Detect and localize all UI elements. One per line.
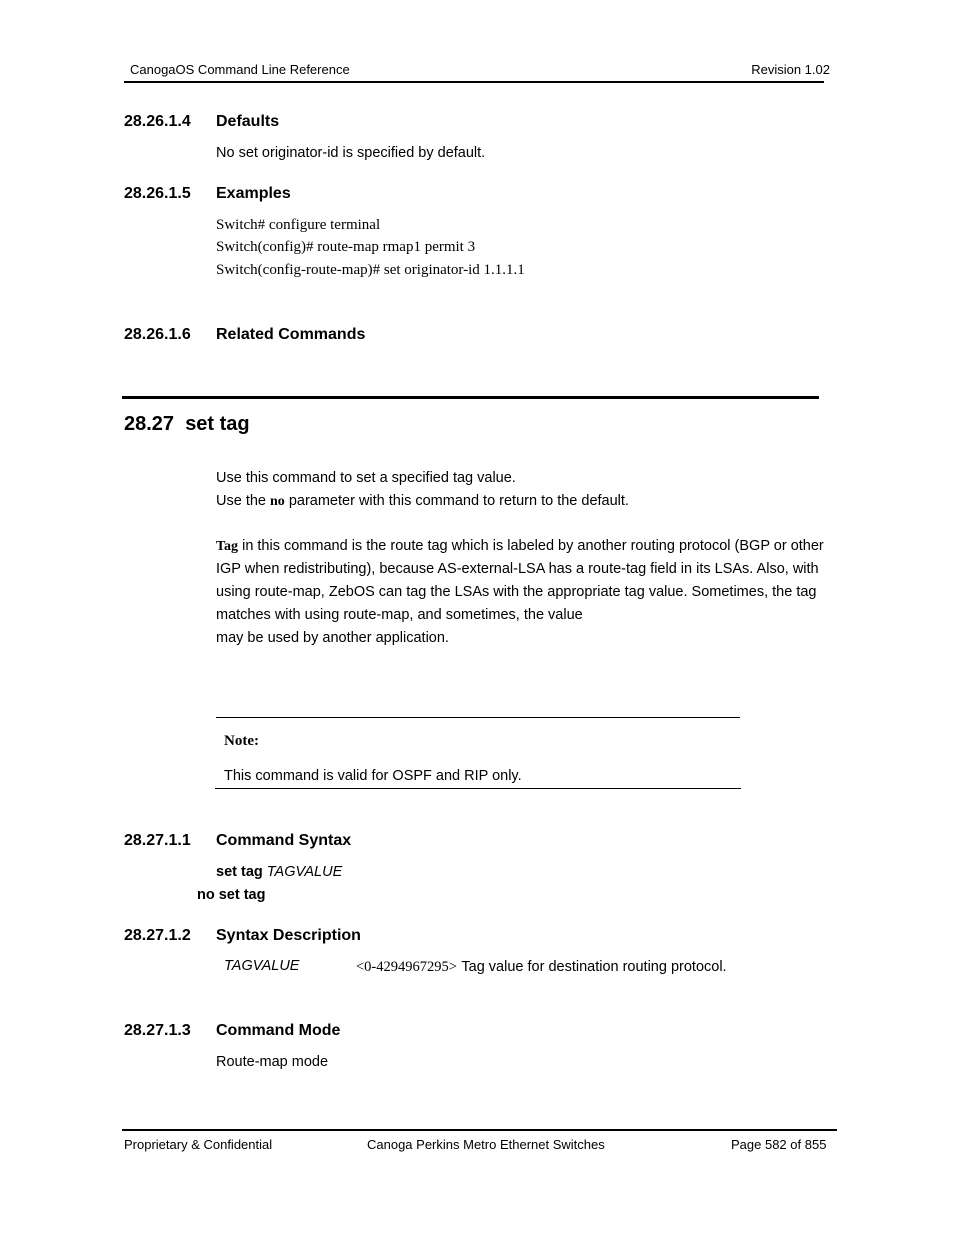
defaults-number: 28.26.1.4 <box>124 113 191 130</box>
intro-line-2-post: parameter with this command to return to the default. <box>284 493 629 509</box>
footer-page: Page 582 of 855 <box>731 1137 827 1152</box>
tag-para-line-1-text: in this command is the route tag which is labeled by another routing protocol (BGP or other <box>238 538 824 554</box>
tag-para-line-1 <box>216 535 836 558</box>
syntax-desc-number: 28.27.1.2 <box>124 927 191 944</box>
defaults-heading <box>124 113 191 131</box>
tag-paragraph <box>216 535 836 650</box>
tag-para-line-2: IGP when redistributing), because AS-external-LSA has a route-tag field in its LSAs. Also, with <box>216 561 819 577</box>
syntax-cmd-1-keyword: set tag <box>216 864 263 880</box>
section-title: set tag <box>185 413 250 435</box>
mode-title: Command Mode <box>216 1022 341 1039</box>
syntax-desc-text: Tag value for destination routing protocol. <box>461 959 727 975</box>
examples-number: 28.26.1.5 <box>124 185 191 202</box>
note-text: This command is valid for OSPF and RIP only. <box>224 768 522 784</box>
mode-text: Route-map mode <box>216 1054 329 1070</box>
syntax-desc-title: Syntax Description <box>216 927 361 944</box>
syntax-desc-range: <0-4294967295> <box>356 959 457 975</box>
tag-para-line-5: may be used by another application. <box>216 630 449 646</box>
syntax-title: Command Syntax <box>216 832 352 849</box>
syntax-cmd-2: no set tag <box>197 887 266 903</box>
intro-line-2 <box>216 493 629 510</box>
footer-rule <box>122 1129 837 1131</box>
example-line-1: Switch# configure terminal <box>216 217 381 233</box>
syntax-desc-value <box>356 958 727 976</box>
defaults-text: No set originator-id is specified by default. <box>216 145 486 161</box>
header-rule <box>124 81 824 83</box>
section-rule <box>122 396 819 399</box>
section-number: 28.27 <box>124 413 175 435</box>
tag-lead: Tag <box>216 539 239 554</box>
syntax-number: 28.27.1.1 <box>124 832 191 849</box>
intro-line-2-pre: Use the <box>216 493 270 509</box>
defaults-title: Defaults <box>216 113 280 130</box>
note-label: Note: <box>224 733 259 749</box>
related-title: Related Commands <box>216 326 366 343</box>
footer-center: Canoga Perkins Metro Ethernet Switches <box>367 1137 605 1152</box>
header-title: CanogaOS Command Line Reference <box>130 62 350 77</box>
mode-number: 28.27.1.3 <box>124 1022 191 1039</box>
section-heading <box>124 413 250 436</box>
note-bottom-rule <box>215 788 741 789</box>
note-top-rule <box>216 717 740 718</box>
syntax-cmd-1-param: TAGVALUE <box>266 864 343 880</box>
tag-para-line-4: matches with using route-map, and sometimes, the value <box>216 607 583 623</box>
examples-title: Examples <box>216 185 291 202</box>
footer-left: Proprietary & Confidential <box>124 1137 273 1152</box>
header-revision: Revision 1.02 <box>751 62 830 77</box>
syntax-desc-param: TAGVALUE <box>224 958 300 974</box>
intro-no-keyword: no <box>270 494 285 509</box>
related-number: 28.26.1.6 <box>124 326 191 343</box>
example-line-3: Switch(config-route-map)# set originator-id 1.1.1.1 <box>216 262 525 278</box>
syntax-cmd-1 <box>216 864 342 880</box>
tag-para-line-3: using route-map, ZebOS can tag the LSAs with the appropriate tag value. Sometimes, the tag <box>216 584 817 600</box>
example-line-2: Switch(config)# route-map rmap1 permit 3 <box>216 239 476 255</box>
intro-line-1: Use this command to set a specified tag value. <box>216 470 516 486</box>
